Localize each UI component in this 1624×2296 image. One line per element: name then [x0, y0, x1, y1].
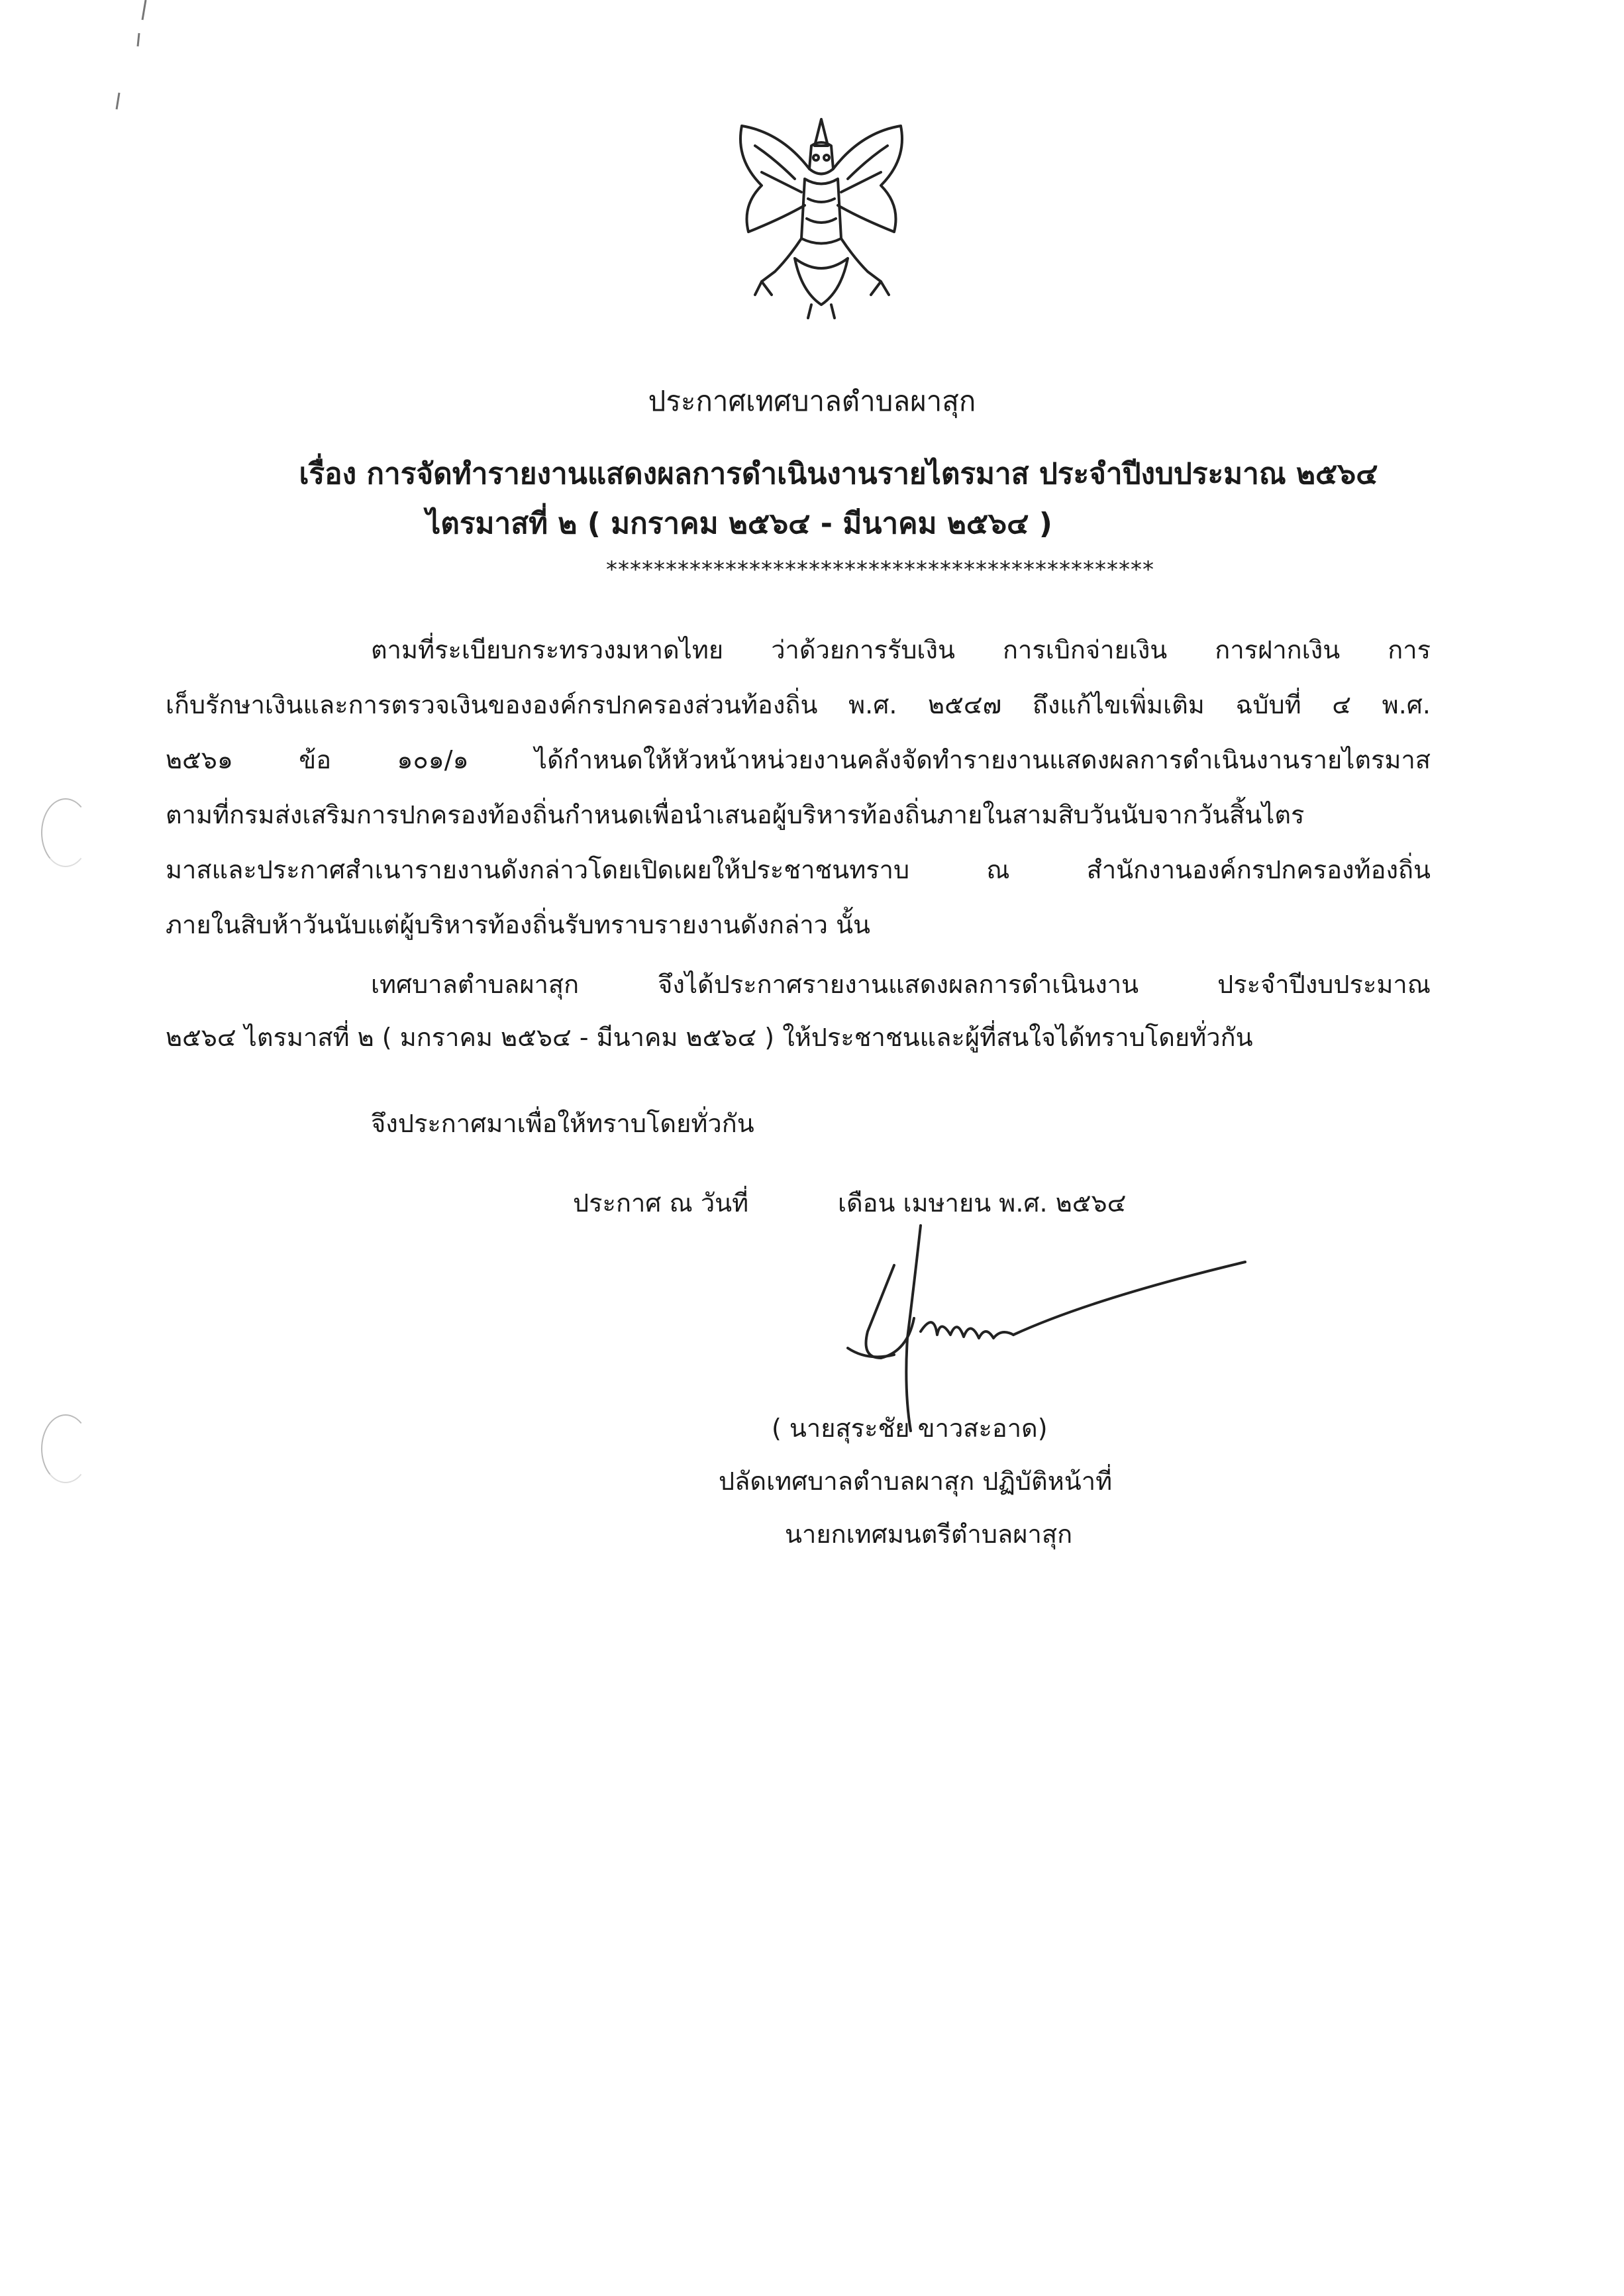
handwritten-signature	[828, 1219, 1265, 1437]
scan-mark	[79, 0, 159, 132]
signer-position-1: ปลัดเทศบาลตำบลผาสุก ปฏิบัติหน้าที่	[719, 1467, 1113, 1496]
para1-line-4: ตามที่กรมส่งเสริมการปกครองท้องถิ่นกำหนดเพื่อนำเสนอผู้บริหารท้องถิ่นภายในสามสิบวันนับจากวันสิ้นไตร	[166, 800, 1305, 829]
para2-line-2: ๒๕๖๔ ไตรมาสที่ ๒ ( มกราคม ๒๕๖๔ - มีนาคม ๒๕๖๔ ) ให้ประชาชนและผู้ที่สนใจได้ทราบโดยทั่วกัน	[166, 1023, 1253, 1052]
para1-line-1: ตามที่ระเบียบกระทรวงมหาดไทย ว่าด้วยการรับเงิน การเบิกจ่ายเงิน การฝากเงิน การ	[371, 635, 1431, 664]
closing-text: จึงประกาศมาเพื่อให้ทราบโดยทั่วกัน	[371, 1109, 754, 1138]
announcement-org-title: ประกาศเทศบาลตำบลผาสุก	[648, 385, 976, 417]
signer-name: ( นายสุระชัย ขาวสะอาด)	[772, 1414, 1048, 1443]
title-separator: **********************************************	[606, 556, 1154, 583]
punch-hole-top	[41, 798, 90, 867]
announcement-subject: เรื่อง การจัดทำรายงานแสดงผลการดำเนินงานรายไตรมาส ประจำปีงบประมาณ ๒๕๖๔	[299, 457, 1378, 491]
signer-position-2: นายกเทศมนตรีตำบลผาสุก	[785, 1520, 1073, 1549]
punch-hole-bottom	[41, 1414, 90, 1483]
para1-line-5: มาสและประกาศสำเนารายงานดังกล่าวโดยเปิดเผยให้ประชาชนทราบ ณ สำนักงานองค์กรปกครองท้องถิ่น	[166, 855, 1431, 884]
garuda-emblem-icon	[715, 106, 927, 325]
announce-date-month: เดือน เมษายน พ.ศ. ๒๕๖๔	[838, 1188, 1127, 1218]
announcement-quarter: ไตรมาสที่ ๒ ( มกราคม ๒๕๖๔ - มีนาคม ๒๕๖๔ )	[426, 507, 1052, 541]
para1-line-3: ๒๕๖๑ ข้อ ๑๐๑/๑ ได้กำหนดให้หัวหน้าหน่วยงานคลังจัดทำรายงานแสดงผลการดำเนินงานรายไตรมาส	[166, 745, 1431, 774]
para1-line-2: เก็บรักษาเงินและการตรวจเงินขององค์กรปกครองส่วนท้องถิ่น พ.ศ. ๒๕๔๗ ถึงแก้ไขเพิ่มเติม ฉบับที่ ๔ พ.ศ.	[166, 690, 1431, 719]
para2-line-1: เทศบาลตำบลผาสุก จึงได้ประกาศรายงานแสดงผลการดำเนินงาน ประจำปีงบประมาณ	[371, 970, 1431, 999]
para1-line-6: ภายในสิบห้าวันนับแต่ผู้บริหารท้องถิ่นรับทราบรายงานดังกล่าว นั้น	[166, 910, 871, 939]
announce-date-prefix: ประกาศ ณ วันที่	[573, 1188, 749, 1218]
